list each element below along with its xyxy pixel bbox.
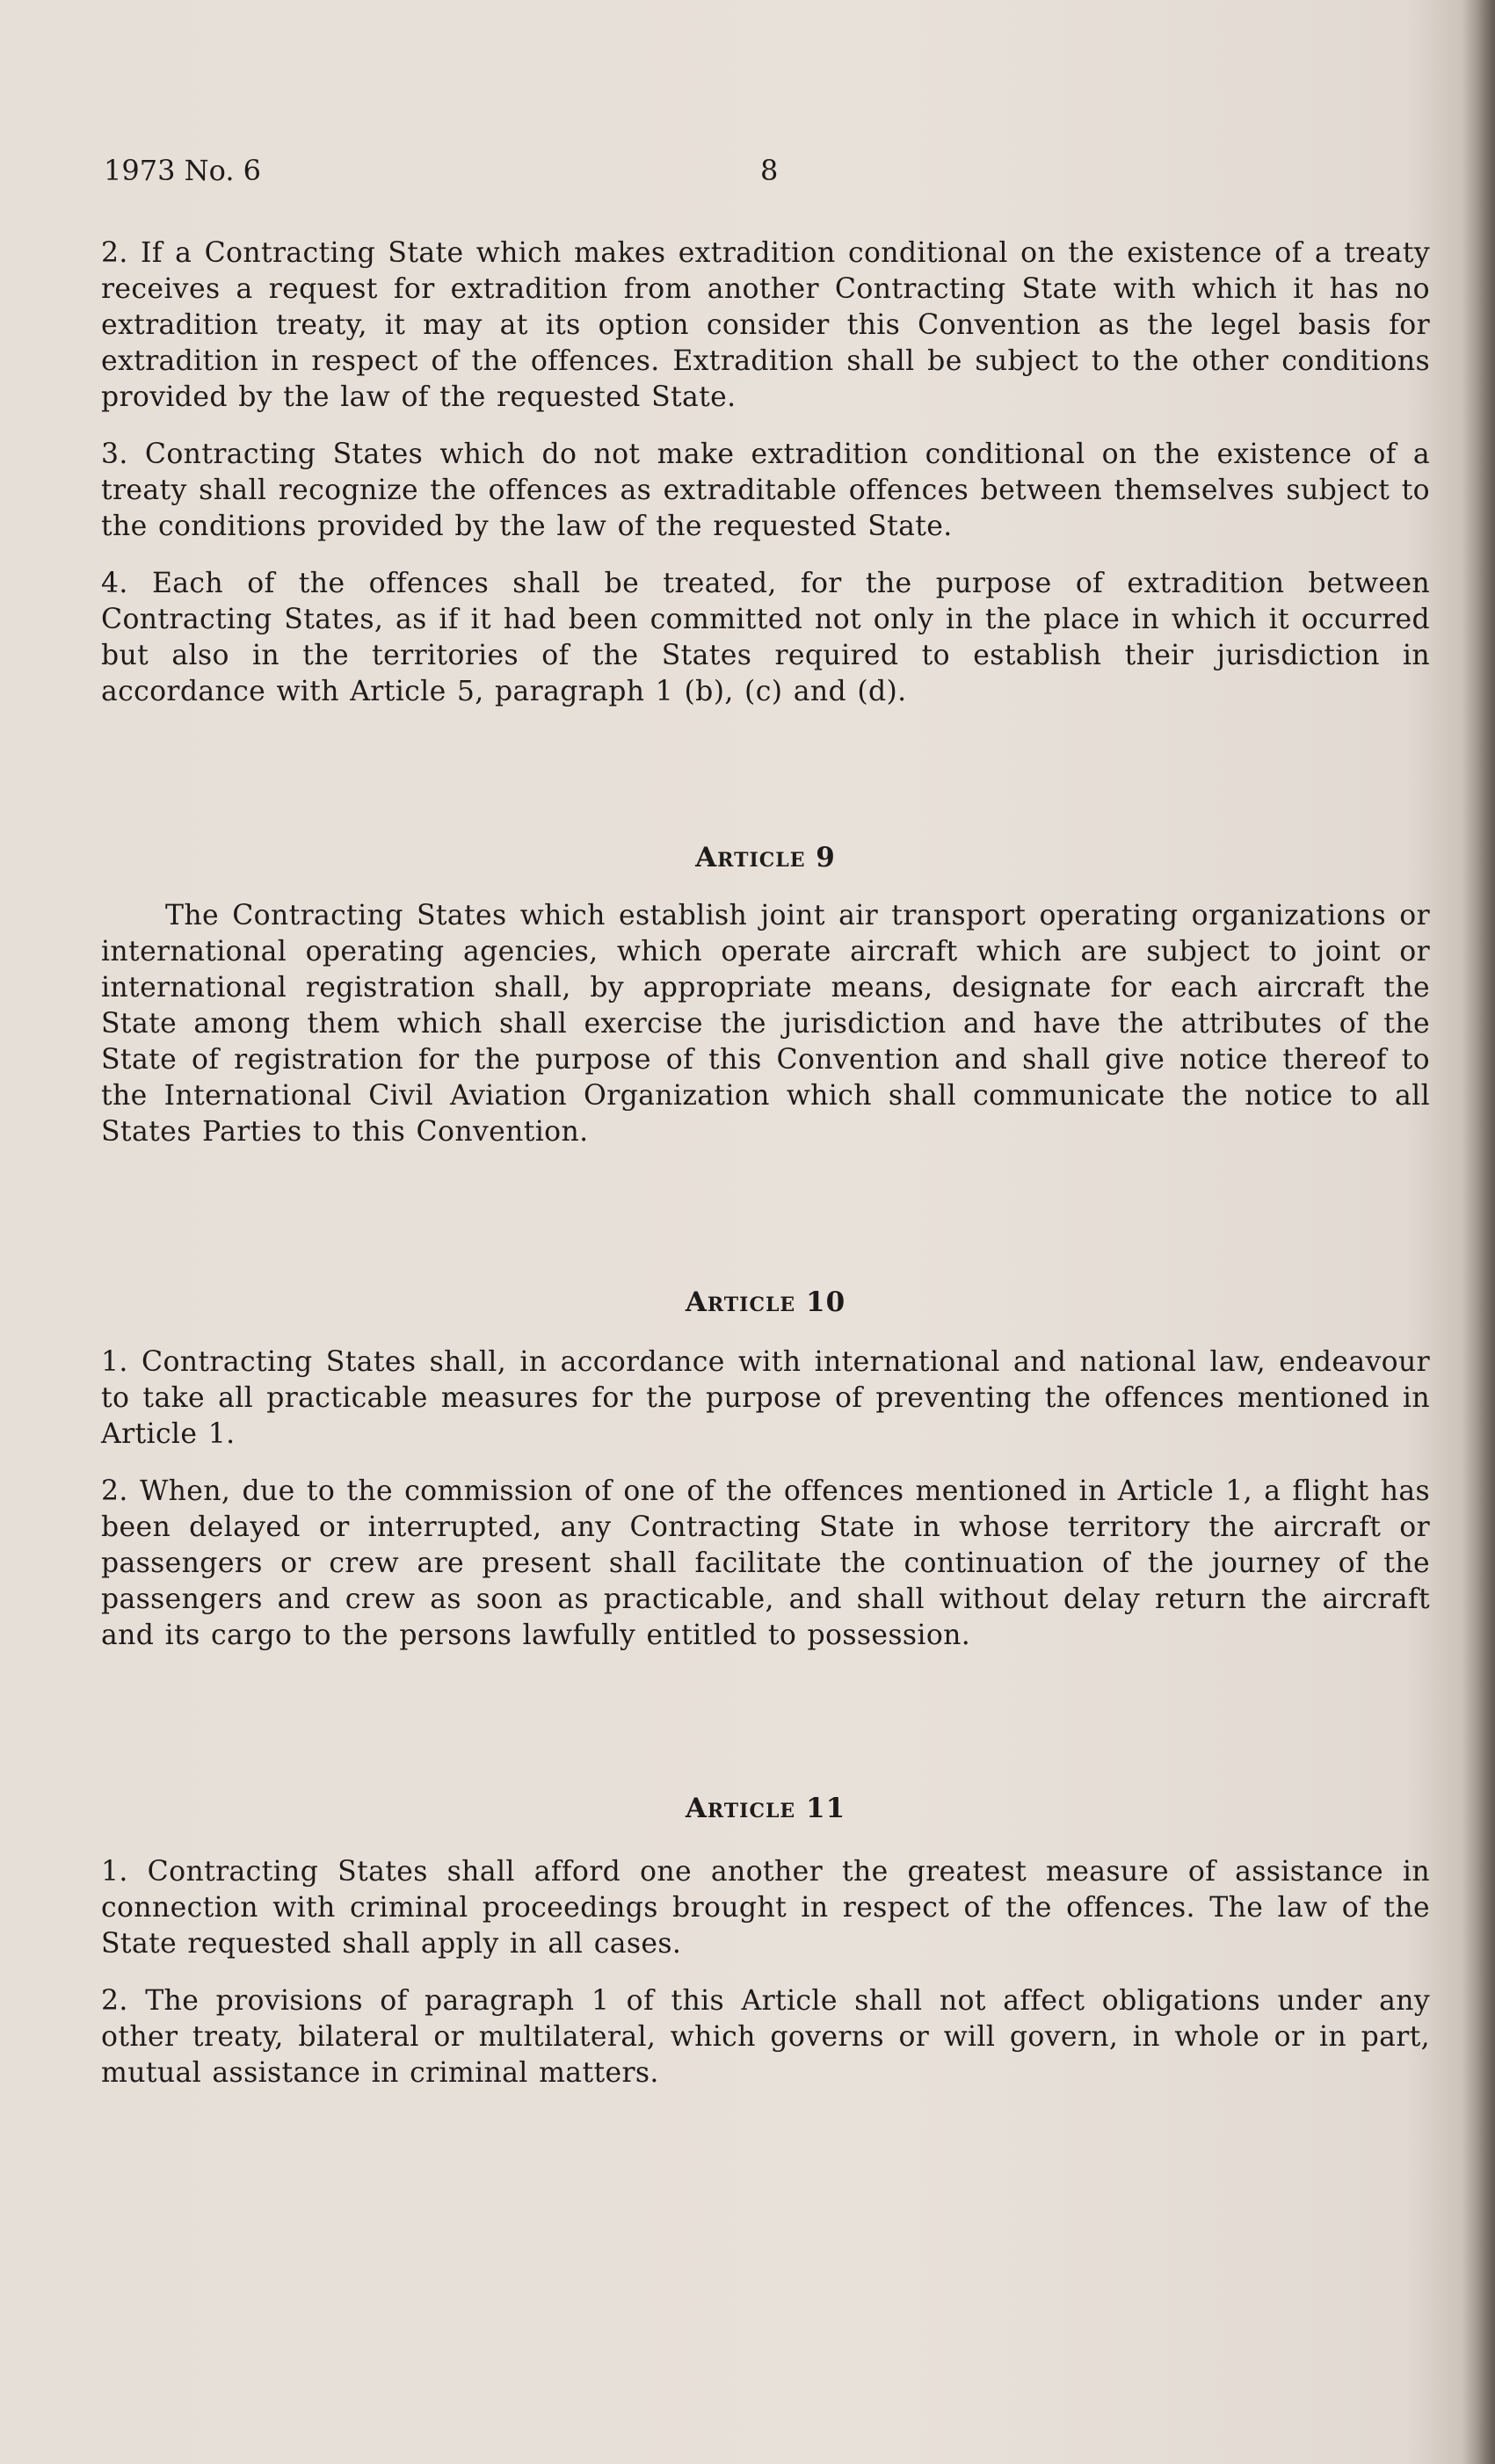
page-number: 8 [760,154,779,187]
page-body [101,236,1430,2113]
article-9-paragraph: The Contracting States which establish joint air transport operating organizations or international operating agencies, which operate aircraft which are subject to joint or international registration shall, by appropriate means, designate for each aircraft the State among them which shall exercise the jurisdiction and have the attributes of the State of registration for the purpose of this Convention and shall give notice thereof to the International Civil Aviation Organization which shall communicate the notice to all States Parties to this Convention. [101,900,1430,1148]
paragraph-2: 2. If a Contracting State which makes extradition conditional on the existence of a treaty receives a request for extradition from another Contracting State with which it has no extradition treaty, it may at its option consider this Convention as the legel basis for extradition in respect of the offences. Extradition shall be subject to the other conditions provided by the law of the requested State. [101,237,1430,413]
page-header [104,154,1440,192]
article-9-heading: Article 9 [695,842,836,873]
article-11-paragraph-2: 2. The provisions of paragraph 1 of this Article shall not affect obligations under any other treaty, bilateral or multilateral, which governs or will govern, in whole or in part, mutual assistance in criminal matters. [101,1985,1430,2089]
article-10-heading: Article 10 [685,1286,846,1318]
paragraph-4: 4. Each of the offences shall be treated, for the purpose of extradition between Contracting States, as if it had been committed not only in the place in which it occurred but also in the territories of the States required to establish their jurisdiction in accordance with Article 5, paragraph 1 (b), (c) and (d). [101,568,1430,707]
paragraph-3: 3. Contracting States which do not make extradition conditional on the existence of a treaty shall recognize the offences as extraditable offences between themselves subject to the conditions provided by the law of the requested State. [101,438,1430,542]
article-11-heading: Article 11 [685,1793,846,1824]
article-11-paragraph-1: 1. Contracting States shall afford one another the greatest measure of assistance in connection with criminal proceedings brought in respect of the offences. The law of the State requested shall apply in all cases. [101,1856,1430,1960]
document-reference: 1973 No. 6 [104,154,262,187]
article-10-paragraph-1: 1. Contracting States shall, in accordance with international and national law, endeavour to take all practicable measures for the purpose of preventing the offences mentioned in Article 1. [101,1346,1430,1450]
book-spine-shadow [1462,0,1495,2464]
article-10-paragraph-2: 2. When, due to the commission of one of the offences mentioned in Article 1, a flight has been delayed or interrupted, any Contracting State in whose territory the aircraft or passengers or crew are present shall facilitate the continuation of the journey of the passengers and crew as soon as practicable, and shall without delay return the aircraft and its cargo to the persons lawfully entitled to possession. [101,1475,1430,1651]
